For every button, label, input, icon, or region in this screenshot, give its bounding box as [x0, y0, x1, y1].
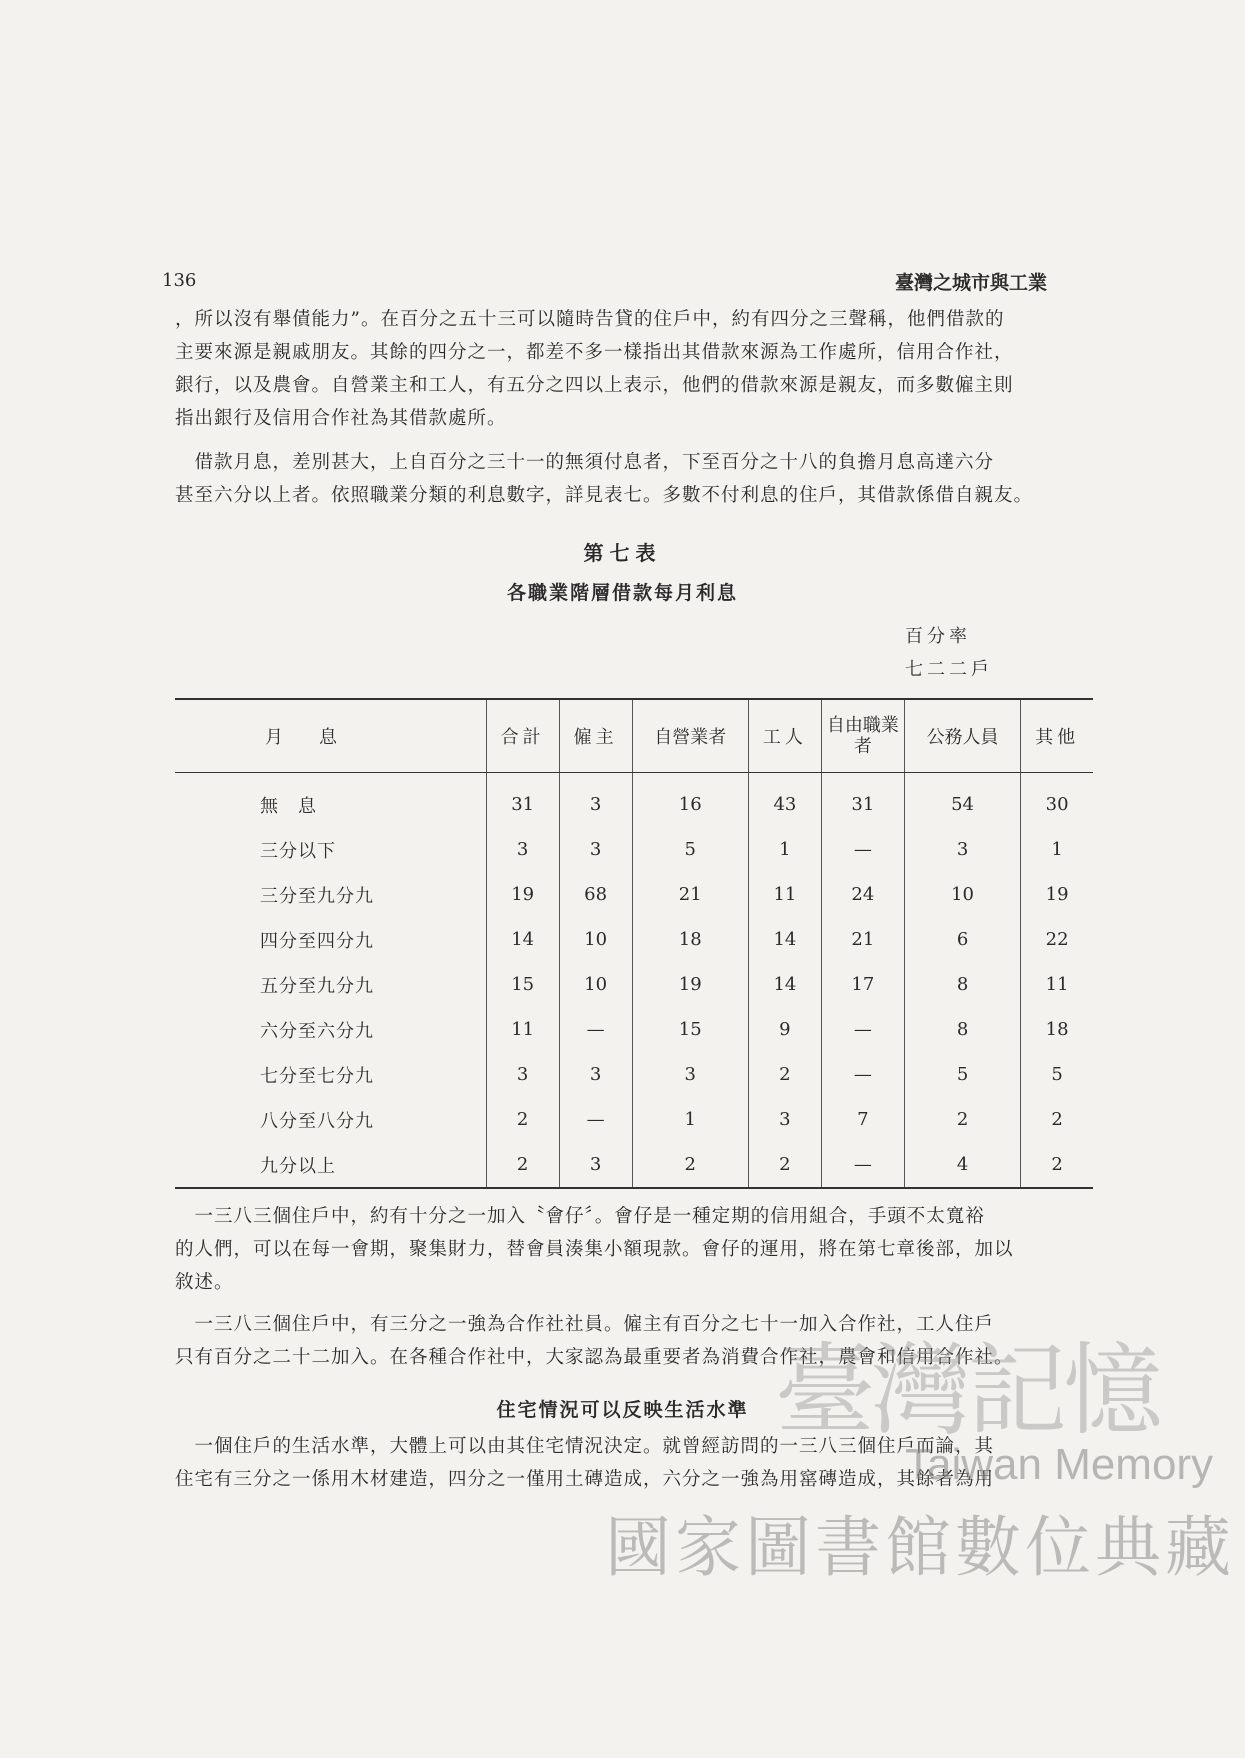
value-cell: 9: [748, 1007, 821, 1052]
interest-rate-table: [175, 698, 1093, 1189]
table-row: [175, 827, 1093, 872]
value-cell: 18: [632, 917, 748, 962]
value-cell: 3: [559, 1142, 632, 1188]
value-cell: 10: [559, 962, 632, 1007]
value-cell: —: [821, 1052, 904, 1097]
row-label-cell: 四分至四分九: [260, 930, 374, 952]
value-cell: 31: [821, 773, 904, 828]
value-cell: 2: [486, 1142, 559, 1188]
value-cell: 5: [904, 1052, 1020, 1097]
value-cell: 5: [1021, 1052, 1093, 1097]
column-header: 工人: [748, 699, 821, 773]
value-cell: 6: [904, 917, 1020, 962]
column-header: 公務人員: [904, 699, 1020, 773]
value-cell: 1: [632, 1097, 748, 1142]
watermark-calligraphy: 臺灣記憶: [775, 1332, 1159, 1449]
value-cell: 7: [821, 1097, 904, 1142]
text-line: 敘述。: [175, 1272, 234, 1293]
value-cell: 21: [632, 872, 748, 917]
text-line: 的人們，可以在每一會期，聚集財力，替會員湊集小額現款。會仔的運用，將在第七章後部，加以: [175, 1239, 1014, 1260]
table-sample-size: 七二二戶: [905, 659, 993, 680]
value-cell: 17: [821, 962, 904, 1007]
value-cell: 4: [904, 1142, 1020, 1188]
row-label-cell: 無 息: [260, 795, 317, 817]
value-cell: 21: [821, 917, 904, 962]
paragraph-hui-zai: [175, 1200, 1100, 1299]
text-line: 指出銀行及信用合作社為其借款處所。: [175, 408, 507, 429]
table-row: [175, 1097, 1093, 1142]
value-cell: —: [821, 1007, 904, 1052]
text-line: ，所以沒有舉債能力”。在百分之五十三可以隨時告貸的住戶中，約有四分之三聲稱，他們借款的: [175, 309, 1005, 330]
value-cell: —: [821, 1142, 904, 1188]
table-title: 各職業階層借款每月利息: [506, 582, 738, 604]
table-unit: 百分率: [905, 626, 971, 647]
value-cell: 43: [748, 773, 821, 828]
row-label-cell: 三分至九分九: [260, 885, 374, 907]
paragraph-interest-rates: [175, 446, 1100, 512]
table-row: [175, 917, 1093, 962]
value-cell: 3: [632, 1052, 748, 1097]
text-line: 住宅有三分之一係用木材建造，四分之一僅用土磚造成，六分之一強為用窰磚造成，其餘者為用: [175, 1469, 995, 1490]
column-header: 僱主: [559, 699, 632, 773]
value-cell: 54: [904, 773, 1020, 828]
table-row: [175, 1007, 1093, 1052]
value-cell: 11: [748, 872, 821, 917]
value-cell: 68: [559, 872, 632, 917]
running-title: 臺灣之城市與工業: [895, 272, 1048, 294]
value-cell: 19: [1021, 872, 1093, 917]
value-cell: 14: [748, 917, 821, 962]
row-label-cell: 九分以上: [260, 1155, 336, 1177]
watermark-chinese: 國家圖書館數位典藏: [605, 1509, 1235, 1586]
watermark-english: Taiwan Memory: [905, 1440, 1214, 1489]
text-line: 一個住戶的生活水準，大體上可以由其住宅情況決定。就曾經訪問的一三八三個住戶而論，其: [175, 1436, 995, 1457]
table-header-row: [175, 699, 1093, 773]
value-cell: 3: [748, 1097, 821, 1142]
value-cell: —: [821, 827, 904, 872]
value-cell: 19: [486, 872, 559, 917]
value-cell: 14: [748, 962, 821, 1007]
column-header: 月 息: [175, 699, 486, 773]
column-header: 其他: [1021, 699, 1093, 773]
table-row: [175, 773, 1093, 828]
value-cell: 2: [486, 1097, 559, 1142]
value-cell: 16: [632, 773, 748, 828]
value-cell: 1: [748, 827, 821, 872]
section-heading: 住宅情況可以反映生活水準: [496, 1399, 749, 1421]
value-cell: 24: [821, 872, 904, 917]
value-cell: —: [559, 1097, 632, 1142]
value-cell: 5: [632, 827, 748, 872]
text-line: 一三八三個住戶中，有三分之一強為合作社社員。僱主有百分之七十一加入合作社，工人住戶: [175, 1314, 995, 1335]
value-cell: 2: [748, 1052, 821, 1097]
table-row: [175, 1142, 1093, 1188]
value-cell: 8: [904, 1007, 1020, 1052]
table-body: [175, 773, 1093, 1189]
value-cell: 3: [559, 1052, 632, 1097]
value-cell: 31: [486, 773, 559, 828]
column-header: 自由職業者: [821, 699, 904, 773]
value-cell: 2: [1021, 1142, 1093, 1188]
row-label-cell: 七分至七分九: [260, 1065, 374, 1087]
text-line: 甚至六分以上者。依照職業分類的利息數字，詳見表七。多數不付利息的住戶，其借款係借自親友。: [175, 485, 1034, 506]
column-header: 合計: [486, 699, 559, 773]
text-line: 主要來源是親戚朋友。其餘的四分之一，都差不多一樣指出其借款來源為工作處所，信用合作社，: [175, 342, 1014, 363]
row-label-cell: 八分至八分九: [260, 1110, 374, 1132]
row-label-cell: 六分至六分九: [260, 1020, 374, 1042]
value-cell: 14: [486, 917, 559, 962]
value-cell: 3: [486, 827, 559, 872]
value-cell: 11: [1021, 962, 1093, 1007]
value-cell: 18: [1021, 1007, 1093, 1052]
value-cell: 2: [748, 1142, 821, 1188]
table-row: [175, 962, 1093, 1007]
value-cell: 19: [632, 962, 748, 1007]
column-header: 自營業者: [632, 699, 748, 773]
value-cell: 3: [559, 827, 632, 872]
table-number-title: 第七表: [583, 541, 662, 565]
value-cell: —: [559, 1007, 632, 1052]
value-cell: 1: [1021, 827, 1093, 872]
text-line: 只有百分之二十二加入。在各種合作社中，大家認為最重要者為消費合作社，農會和信用合作社。: [175, 1347, 1014, 1368]
text-line: 借款月息，差別甚大，上自百分之三十一的無須付息者，下至百分之十八的負擔月息高達六分: [175, 452, 995, 473]
table-row: [175, 1052, 1093, 1097]
value-cell: 10: [904, 872, 1020, 917]
value-cell: 15: [486, 962, 559, 1007]
value-cell: 11: [486, 1007, 559, 1052]
value-cell: 22: [1021, 917, 1093, 962]
value-cell: 3: [559, 773, 632, 828]
value-cell: 2: [904, 1097, 1020, 1142]
table-row: [175, 872, 1093, 917]
value-cell: 8: [904, 962, 1020, 1007]
row-label-cell: 五分至九分九: [260, 975, 374, 997]
text-line: 一三八三個住戶中，約有十分之一加入〝會仔〞。會仔是一種定期的信用組合，手頭不太寬裕: [175, 1206, 985, 1227]
value-cell: 10: [559, 917, 632, 962]
value-cell: 2: [632, 1142, 748, 1188]
paragraph-borrowing-sources: [175, 303, 1100, 435]
value-cell: 3: [486, 1052, 559, 1097]
page-number: 136: [162, 270, 197, 291]
value-cell: 15: [632, 1007, 748, 1052]
value-cell: 30: [1021, 773, 1093, 828]
text-line: 銀行，以及農會。自營業主和工人，有五分之四以上表示，他們的借款來源是親友，而多數僱主則: [175, 375, 1014, 396]
value-cell: 2: [1021, 1097, 1093, 1142]
row-label-cell: 三分以下: [260, 840, 336, 862]
value-cell: 3: [904, 827, 1020, 872]
